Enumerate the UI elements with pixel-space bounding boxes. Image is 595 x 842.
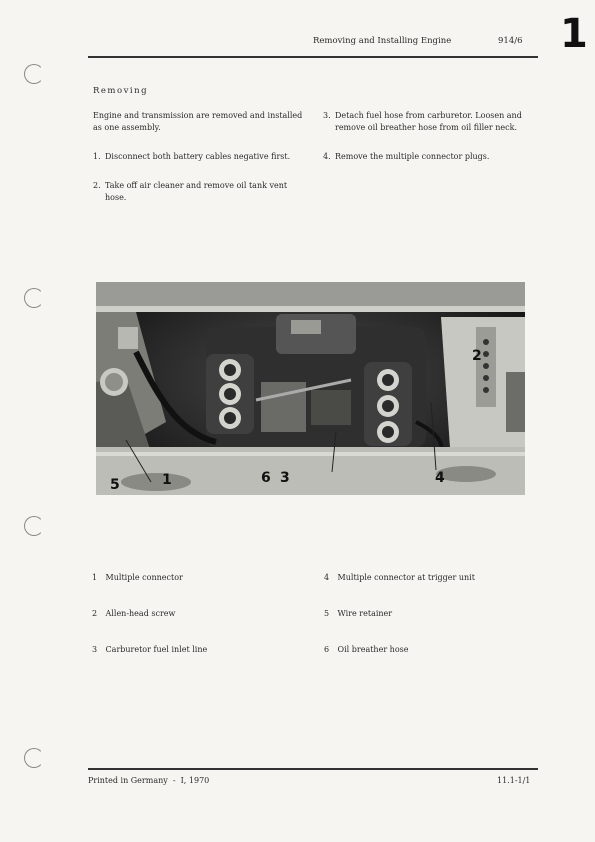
photo-callout-1: 1 bbox=[162, 472, 172, 488]
legend-number: 3 bbox=[92, 645, 98, 654]
step-text: Disconnect both battery cables negative first. bbox=[105, 152, 291, 161]
step-1 bbox=[93, 151, 308, 163]
header-rule bbox=[88, 56, 538, 58]
legend-item-2 bbox=[92, 609, 175, 618]
step-number: 4. bbox=[323, 152, 331, 161]
legend-item-1 bbox=[92, 573, 183, 582]
step-3 bbox=[323, 110, 533, 134]
header-code: 914/6 bbox=[498, 36, 523, 46]
photo-callout-4: 4 bbox=[435, 470, 445, 486]
step-text: Detach fuel hose from carburetor. Loosen and remove oil breather hose from oil filler neck. bbox=[335, 111, 522, 132]
legend-number: 5 bbox=[324, 609, 330, 618]
legend-text: Multiple connector at trigger unit bbox=[337, 573, 475, 582]
legend-text: Allen-head screw bbox=[105, 609, 176, 618]
legend-item-6 bbox=[324, 645, 409, 654]
photo-callout-6: 6 bbox=[261, 470, 271, 486]
legend-item-3 bbox=[92, 645, 207, 654]
legend-text: Carburetor fuel inlet line bbox=[105, 645, 208, 654]
legend-number: 2 bbox=[92, 609, 98, 618]
step-text: Remove the multiple connector plugs. bbox=[335, 152, 490, 161]
legend-number: 4 bbox=[324, 573, 330, 582]
step-number: 2. bbox=[93, 181, 101, 190]
section-title: Removing bbox=[93, 86, 149, 96]
step-text: Take off air cleaner and remove oil tank vent hose. bbox=[105, 181, 288, 202]
step-4 bbox=[323, 151, 533, 163]
legend-number: 6 bbox=[324, 645, 330, 654]
step-2 bbox=[93, 180, 303, 204]
binder-hole bbox=[24, 748, 44, 768]
footer-print-info: Printed in Germany - I, 1970 bbox=[88, 776, 210, 785]
binder-hole bbox=[24, 516, 44, 536]
photo-callout-3: 3 bbox=[280, 470, 290, 486]
binder-hole bbox=[24, 288, 44, 308]
legend-text: Wire retainer bbox=[337, 609, 393, 618]
photo-callout-5: 5 bbox=[110, 477, 120, 493]
photo-callout-2: 2 bbox=[472, 348, 482, 364]
step-number: 1. bbox=[93, 152, 101, 161]
binder-hole bbox=[24, 64, 44, 84]
chapter-number: 1 bbox=[560, 11, 588, 57]
intro-text: Engine and transmission are removed and installed as one assembly. bbox=[93, 111, 303, 132]
legend-number: 1 bbox=[92, 573, 98, 582]
legend-item-4 bbox=[324, 573, 475, 582]
header-title: Removing and Installing Engine bbox=[313, 36, 452, 46]
legend-text: Oil breather hose bbox=[337, 645, 409, 654]
legend-text: Multiple connector bbox=[105, 573, 183, 582]
legend-item-5 bbox=[324, 609, 392, 618]
engine-compartment-photo bbox=[96, 282, 525, 495]
footer-page-ref: 11.1-1/1 bbox=[497, 776, 531, 785]
step-number: 3. bbox=[323, 111, 331, 120]
engine-photo-drawing bbox=[96, 282, 525, 495]
footer-rule bbox=[88, 768, 538, 770]
